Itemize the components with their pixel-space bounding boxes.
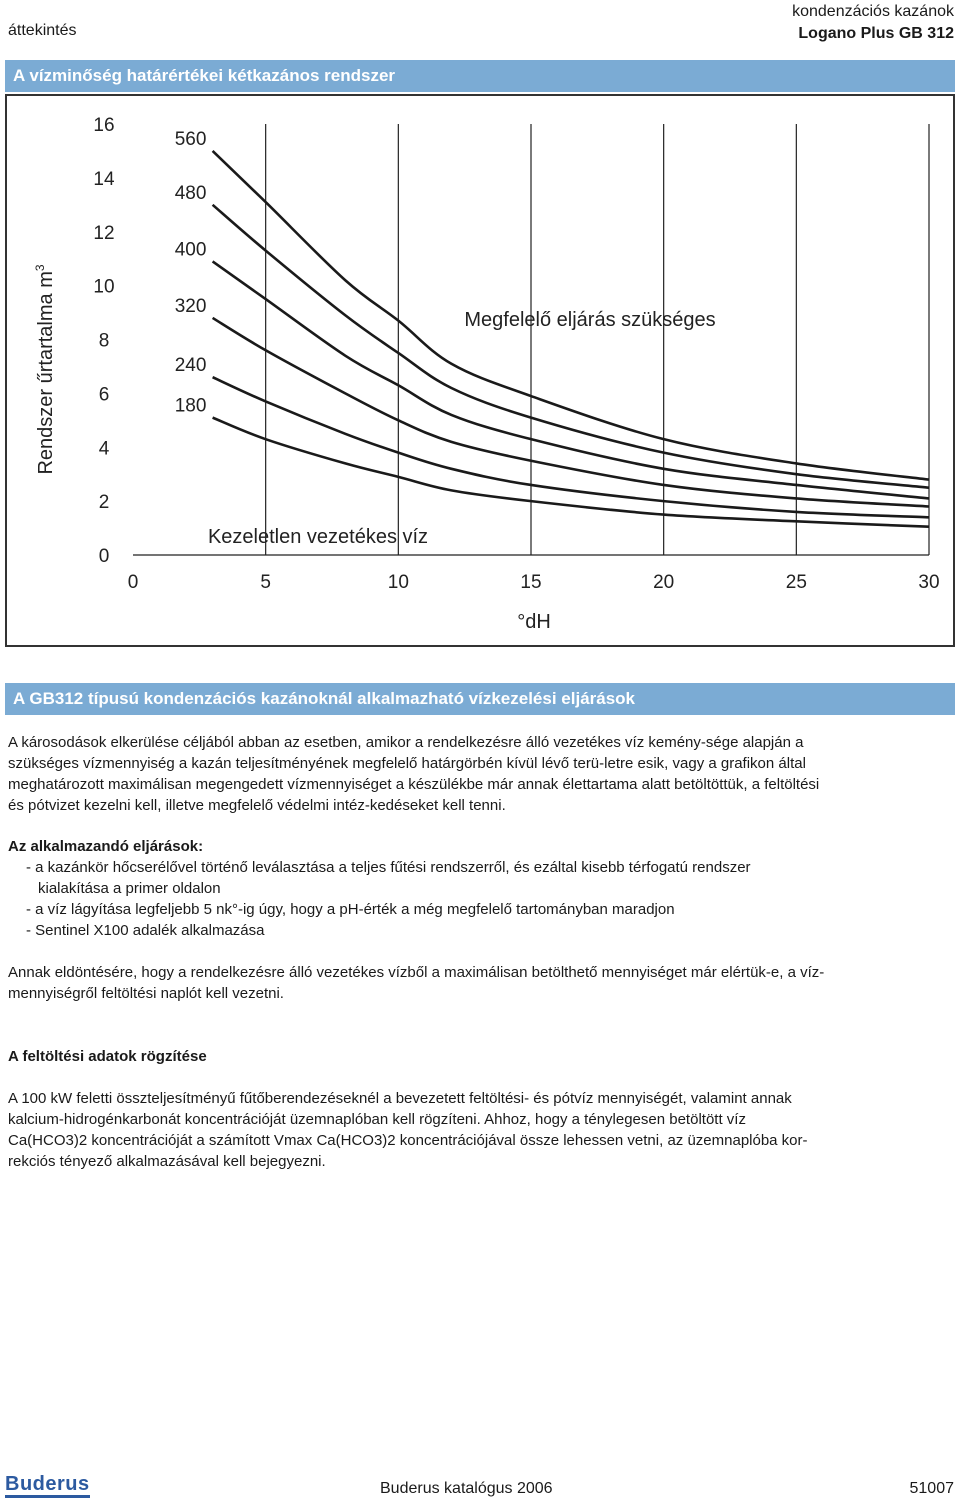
list-item: - Sentinel X100 adalék alkalmazása [26, 922, 265, 939]
paragraph-line: mennyiségről feltöltési naplót kell vezetni. [8, 985, 284, 1002]
paragraph-line: Ca(HCO3)2 koncentrációját a számított Vmax Ca(HCO3)2 koncentrációjával össze lehessen vetni, az üzemnaplóba kor- [8, 1132, 808, 1149]
series-label-560: 560 [174, 128, 207, 150]
x-tick-label: 10 [387, 572, 409, 593]
paragraph-line: A 100 kW feletti összteljesítményű fűtőberendezéseknél a bevezetett feltöltési- és pótvíz mennyiségét, valamint annak [8, 1090, 792, 1107]
paragraph-line: és pótvizet kezelni kell, illetve megfelelő védelmi intéz-kedéseket kell tenni. [8, 797, 506, 814]
y-tick-label: 2 [98, 492, 110, 514]
y-tick-label: 0 [98, 546, 110, 567]
section-title-water-treatment: A GB312 típusú kondenzációs kazánoknál alkalmazható vízkezelési eljárások [5, 683, 955, 715]
footer-catalog: Buderus katalógus 2006 [380, 1480, 553, 1497]
header-model: Logano Plus GB 312 [798, 25, 954, 42]
paragraph-line: kalcium-hidrogénkarbonát koncentrációját üzemnaplóban kell rögzíteni. Ahhoz, hogy a ténylegesen betöltött víz [8, 1111, 746, 1128]
series-label-400: 400 [174, 239, 207, 261]
x-tick-label: 0 [127, 572, 139, 593]
y-tick-label: 16 [93, 115, 115, 136]
series-line-240 [213, 377, 929, 517]
x-axis-label: °dH [517, 611, 551, 633]
y-tick-label: 12 [93, 222, 115, 244]
paragraph-line: rekciós tényező alkalmazásával kell bejegyezni. [8, 1153, 326, 1170]
series-label-320: 320 [174, 295, 207, 317]
list-item: - a kazánkör hőcserélővel történő leválasztása a teljes fűtési rendszerről, és ezáltal kisebb térfogatú rendszer [26, 859, 751, 876]
y-axis-label-superscript: 3 [33, 264, 47, 272]
y-tick-label: 4 [98, 438, 110, 460]
x-tick-label: 25 [785, 572, 807, 593]
logbook-paragraph [8, 962, 954, 1004]
header-section-label: áttekintés [8, 22, 77, 39]
chart-canvas [7, 96, 953, 645]
list-item: - a víz lágyítása legfeljebb 5 nk°-ig úgy, hogy a pH-érték a még megfelelő tartományban maradjon [26, 901, 675, 918]
y-axis-label: Rendszer űrtartalma $m^3$ [33, 264, 57, 475]
x-tick-label: 15 [520, 572, 542, 593]
series-line-480 [213, 205, 929, 488]
series-line-180 [213, 418, 929, 527]
procedures-heading: Az alkalmazandó eljárások: [8, 838, 204, 855]
y-tick-label: 8 [98, 330, 110, 352]
series-label-240: 240 [174, 355, 207, 377]
header-category: kondenzációs kazánok [792, 3, 954, 20]
paragraph-line: szükséges vízmennyiség a kazán teljesítményének megfelelő határgörbén kívül lévő terü-letre esik, vagy a grafikon által [8, 755, 806, 772]
treatment-paragraph [8, 732, 954, 816]
header-product [792, 1, 954, 45]
buderus-logo: Buderus [5, 1473, 90, 1496]
procedures-list [26, 857, 926, 941]
y-tick-label: 10 [93, 276, 115, 298]
filling-data-heading: A feltöltési adatok rögzítése [8, 1048, 207, 1065]
list-item-continuation: kialakítása a primer oldalon [38, 880, 221, 897]
x-tick-label: 30 [918, 572, 940, 593]
annotation-treatment-required: Megfelelő eljárás szükséges [464, 309, 716, 331]
filling-data-paragraph [8, 1088, 954, 1172]
paragraph-line: Annak eldöntésére, hogy a rendelkezésre álló vezetékes vízből a maximálisan betölthető mennyiséget már elértük-e, a víz- [8, 964, 825, 981]
y-tick-label: 14 [93, 168, 115, 190]
annotation-untreated-water: Kezeletlen vezetékes víz [207, 526, 429, 548]
paragraph-line: A károsodások elkerülése céljából abban az esetben, amikor a rendelkezésre álló vezetékes víz kemény-sége alapján a [8, 734, 804, 751]
paragraph-line: meghatározott maximálisan megengedett vízmennyiséget a készülékbe már annak élettartama alatt betöltöttük, a feltöltési [8, 776, 820, 793]
section-title-water-quality: A vízminőség határértékei kétkazános rendszer [5, 60, 955, 92]
water-quality-chart [5, 94, 955, 647]
series-label-480: 480 [174, 182, 207, 204]
x-tick-label: 20 [653, 572, 675, 593]
footer-page-number: 51007 [909, 1480, 954, 1497]
y-tick-label: 6 [98, 384, 110, 406]
series-label-180: 180 [174, 395, 207, 417]
x-tick-label: 5 [260, 572, 271, 593]
